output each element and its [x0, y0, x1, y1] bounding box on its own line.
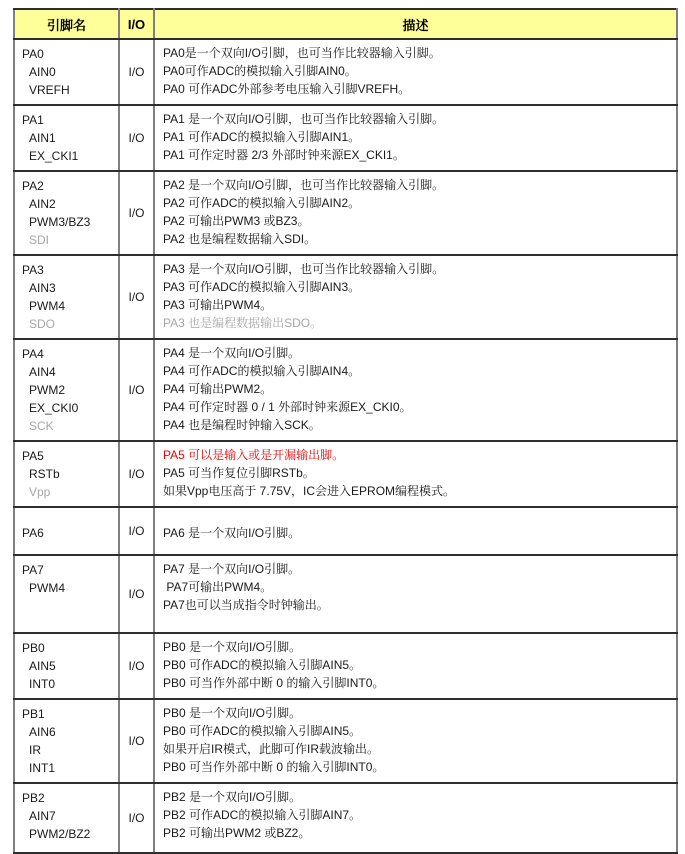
table-row: [14, 255, 677, 339]
description-line: PB0 可当作外部中断 0 的输入引脚INT0。: [163, 760, 385, 774]
description-line: PA7 是一个双向I/O引脚。: [163, 562, 301, 576]
pin-description-cell: [154, 39, 677, 105]
pin-name: PA4: [22, 347, 44, 361]
description-line: PA1 可作定时器 2/3 外部时钟来源EX_CKI1。: [163, 148, 405, 162]
pin-name: SCK: [29, 419, 54, 433]
table-row: [14, 783, 677, 853]
description-line: PA2 可作ADC的模拟输入引脚AIN2。: [163, 196, 361, 210]
pin-name: IR: [29, 743, 41, 757]
pin-name: PWM4: [29, 299, 65, 313]
pin-name: AIN6: [29, 725, 56, 739]
pin-name: PA1: [22, 113, 44, 127]
pin-name: EX_CKI0: [29, 401, 79, 415]
pin-name: PWM2: [29, 383, 65, 397]
table-row: [14, 441, 677, 507]
pin-name: AIN4: [29, 365, 56, 379]
table-row: [14, 339, 677, 441]
pin-name: PWM2/BZ2: [29, 827, 91, 841]
pin-name: AIN0: [29, 65, 56, 79]
io-value: I/O: [119, 699, 154, 783]
description-line: PA3 是一个双向I/O引脚，也可当作比较器输入引脚。: [163, 262, 445, 276]
pin-name: PA3: [22, 263, 44, 277]
description-line: PA3 也是编程数据输出SDO。: [163, 316, 323, 330]
pin-name: SDO: [29, 317, 56, 331]
io-value: I/O: [119, 339, 154, 441]
pin-description-cell: [154, 507, 677, 555]
io-value: I/O: [119, 39, 154, 105]
io-value: I/O: [119, 507, 154, 555]
description-line: PA4 可输出PWM2。: [163, 382, 273, 396]
description-line: PA0是一个双向I/O引脚，也可当作比较器输入引脚。: [163, 46, 441, 60]
table-row: [14, 633, 677, 699]
pin-name: Vpp: [29, 485, 51, 499]
pin-name: PA5: [22, 449, 44, 463]
pin-name: VREFH: [29, 83, 70, 97]
table-body: [14, 39, 677, 853]
pin-description-cell: [154, 171, 677, 255]
pin-name-cell: [14, 39, 119, 105]
description-line: 如果开启IR模式，此脚可作IR载波输出。: [163, 742, 380, 756]
table-row: [14, 507, 677, 555]
description-line: PA3 可输出PWM4。: [163, 298, 273, 312]
description-line: PB0 是一个双向I/O引脚。: [163, 706, 302, 720]
io-value: I/O: [119, 105, 154, 171]
pin-name: PA0: [22, 47, 44, 61]
pin-name: PA7: [22, 563, 44, 577]
pin-name-cell: [14, 555, 119, 633]
pin-description-table: [13, 8, 678, 854]
pin-name: PWM4: [29, 581, 65, 595]
pin-description-cell: [154, 783, 677, 853]
description-line: PA4 也是编程时钟输入SCK。: [163, 418, 321, 432]
table-row: [14, 171, 677, 255]
pin-name-cell: [14, 783, 119, 853]
io-value: I/O: [119, 171, 154, 255]
pin-name: PA2: [22, 179, 44, 193]
pin-description-cell: [154, 105, 677, 171]
pin-name-cell: [14, 255, 119, 339]
description-line: PB2 可输出PWM2 或BZ2。: [163, 826, 311, 840]
io-value: I/O: [119, 633, 154, 699]
description-line: PA3 可作ADC的模拟输入引脚AIN3。: [163, 280, 361, 294]
pin-description-cell: [154, 255, 677, 339]
pin-name: INT1: [29, 761, 56, 775]
description-line: PB0 可当作外部中断 0 的输入引脚INT0。: [163, 676, 385, 690]
description-line: 如果Vpp电压高于 7.75V，IC会进入EPROM编程模式。: [163, 484, 456, 498]
description-line: PA7也可以当成指令时钟输出。: [163, 598, 329, 612]
header-io: I/O: [119, 9, 154, 39]
pin-name: AIN5: [29, 659, 56, 673]
io-value: I/O: [119, 441, 154, 507]
table-header-row: [14, 9, 677, 39]
description-line: PA6 是一个双向I/O引脚。: [163, 526, 301, 540]
description-line: PB2 是一个双向I/O引脚。: [163, 790, 302, 804]
pin-name: AIN2: [29, 197, 56, 211]
pin-name-cell: [14, 171, 119, 255]
pin-description-cell: [154, 441, 677, 507]
pin-name: AIN7: [29, 809, 56, 823]
description-line: PA2 可输出PWM3 或BZ3。: [163, 214, 310, 228]
pin-name-cell: [14, 507, 119, 555]
description-line: PA4 是一个双向I/O引脚。: [163, 346, 301, 360]
table-row: [14, 105, 677, 171]
pin-name: PWM3/BZ3: [29, 215, 91, 229]
pin-description-cell: [154, 339, 677, 441]
table-row: [14, 39, 677, 105]
pin-name: PB0: [22, 641, 45, 655]
description-line: PA1 可作ADC的模拟输入引脚AIN1。: [163, 130, 361, 144]
pin-name: SDI: [29, 233, 50, 247]
table-row: [14, 699, 677, 783]
description-line: PA7可输出PWM4。: [163, 580, 273, 594]
pin-name: PA6: [22, 526, 44, 540]
pin-name: AIN1: [29, 131, 56, 145]
pin-description-cell: [154, 555, 677, 633]
io-value: I/O: [119, 555, 154, 633]
pin-name: AIN3: [29, 281, 56, 295]
pin-name-cell: [14, 699, 119, 783]
description-line: PB0 是一个双向I/O引脚。: [163, 640, 302, 654]
description-line: PA5 可以是输入或是开漏输出脚。: [163, 448, 345, 462]
description-line: PB0 可作ADC的模拟输入引脚AIN5。: [163, 658, 362, 672]
pin-description-cell: [154, 633, 677, 699]
description-line: PA1 是一个双向I/O引脚，也可当作比较器输入引脚。: [163, 112, 445, 126]
pin-name: RSTb: [29, 467, 60, 481]
table-row: [14, 555, 677, 633]
pin-name-cell: [14, 633, 119, 699]
pin-name: INT0: [29, 677, 56, 691]
description-line: PA0 可作ADC外部参考电压输入引脚VREFH。: [163, 82, 411, 96]
description-line: PB0 可作ADC的模拟输入引脚AIN5。: [163, 724, 362, 738]
description-line: PA0可作ADC的模拟输入引脚AIN0。: [163, 64, 357, 78]
description-line: PA2 是一个双向I/O引脚，也可当作比较器输入引脚。: [163, 178, 445, 192]
pin-name: PB1: [22, 707, 45, 721]
io-value: I/O: [119, 783, 154, 853]
pin-name-cell: [14, 105, 119, 171]
header-description: 描述: [154, 9, 677, 39]
description-line: PB2 可作ADC的模拟输入引脚AIN7。: [163, 808, 362, 822]
description-line: PA4 可作定时器 0 / 1 外部时钟来源EX_CKI0。: [163, 400, 412, 414]
description-line: PA2 也是编程数据输入SDI。: [163, 232, 317, 246]
pin-name: EX_CKI1: [29, 149, 79, 163]
pin-name-cell: [14, 339, 119, 441]
pin-description-cell: [154, 699, 677, 783]
io-value: I/O: [119, 255, 154, 339]
description-line: PA4 可作ADC的模拟输入引脚AIN4。: [163, 364, 361, 378]
pin-name-cell: [14, 441, 119, 507]
pin-name: PB2: [22, 791, 45, 805]
header-pin-name: 引脚名: [14, 9, 119, 39]
description-line: PA5 可当作复位引脚RSTb。: [163, 466, 315, 480]
